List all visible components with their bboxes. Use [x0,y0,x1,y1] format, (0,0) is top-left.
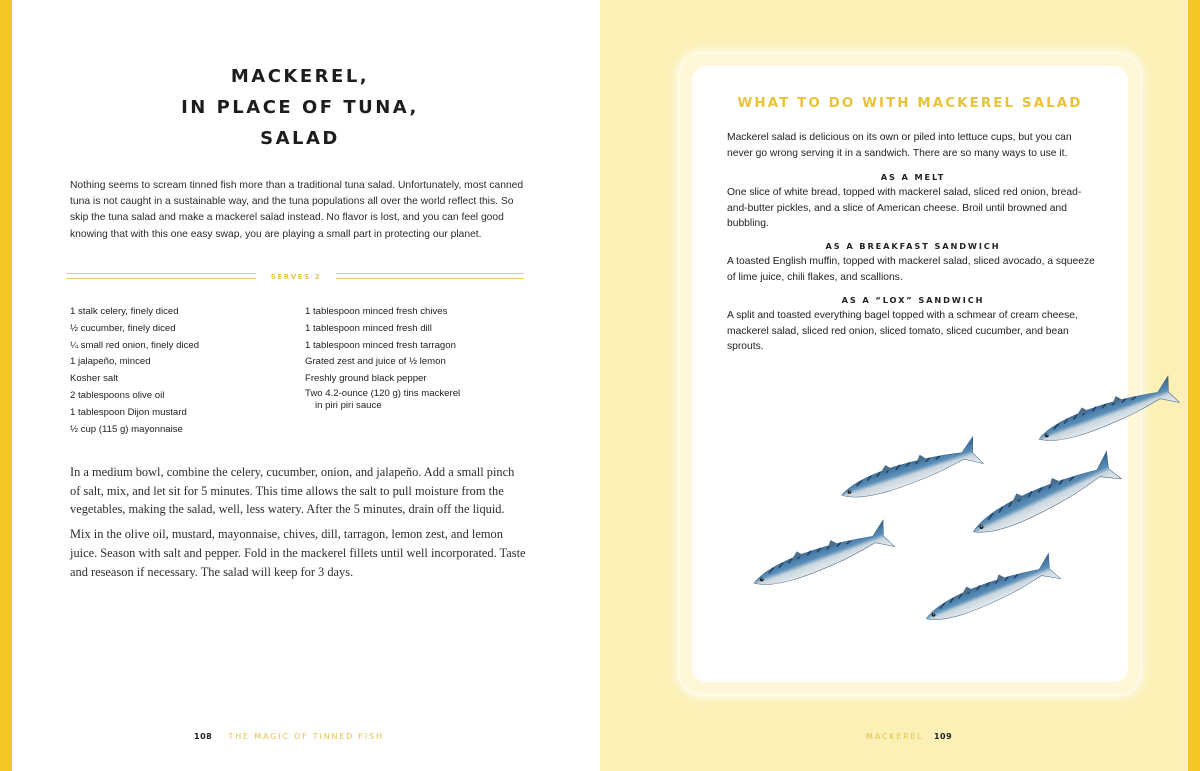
ingredient-item: ½ cup (115 g) mayonnaise [70,423,183,435]
mackerel-fish-icon [921,553,1061,631]
ingredient-item: 1 stalk celery, finely diced [70,306,179,317]
ingredient-item: 1 tablespoon minced fresh chives [305,306,448,317]
method-paragraph: Mix in the olive oil, mustard, mayonnaise, chives, dill, tarragon, lemon zest, and lemon juice. Season with salt and pepper. Fold in the mackerel fillets until well incorporated. Taste and reseason if necessary. The salad will keep for 3 days. [70,527,526,579]
recipe-title [12,61,588,154]
recipe-title-line: SALAD [260,128,340,149]
ingredient-item-line: Two 4.2-ounce (120 g) tins mackerel [305,387,461,399]
ingredient-list-left [70,304,290,438]
running-head: THE MAGIC OF TINNED FISH [228,732,384,741]
recipe-intro: Nothing seems to scream tinned fish more than a traditional tuna salad. Unfortunately, most canned tuna is not caught in a sustainable way, and the tuna populations all over the world reflect this. So skip the tuna salad and make a mackerel salad instead. No flavor is lost, and you can feel good knowing that with this one easy swap, you are playing a small part in protecting our planet. [70,180,524,240]
section-heading: AS A MELT [880,172,946,182]
mackerel-fish-icon [1034,375,1180,452]
ingredient-item [305,388,525,413]
page-number: 108 [194,732,213,741]
section-text: One slice of white bread, topped with mackerel salad, sliced red onion, bread-and-butter pickles, and a slice of American cheese. Broil until browned and bubbling. [727,187,1082,230]
ingredient-item: Kosher salt [70,373,118,385]
recipe-title-line: MACKEREL, [230,66,370,87]
right-page [600,0,1200,771]
mackerel-illustration [740,360,1180,660]
section-text: A toasted English muffin, topped with mackerel salad, sliced avocado, a squeeze of lime juice, chili flakes, and scallions. [727,256,1095,283]
section-heading: AS A BREAKFAST SANDWICH [825,241,1001,251]
ingredient-item: Grated zest and juice of ½ lemon [305,356,446,368]
ingredient-item: Freshly ground black pepper [305,373,427,385]
mackerel-fish-icon [749,519,895,596]
page-number: 109 [933,732,953,741]
serves-label: SERVES 2 [256,271,336,283]
mackerel-fish-icon [837,436,983,508]
method-paragraph: In a medium bowl, combine the celery, cucumber, onion, and jalapeño. Add a small pinch of salt, mix, and let sit for 5 minutes. This time allows the salt to pull moisture from the vegetables, making the salad, well, less watery. After the 5 minutes, drain off the liquid. [70,465,515,517]
ingredient-item: ½ cucumber, finely diced [70,322,176,334]
running-head: MACKEREL [866,732,924,741]
section-text: A split and toasted everything bagel topped with a schmear of cream cheese, mackerel salad, sliced red onion, sliced tomato, sliced cucumber, and bean sprouts. [727,310,1078,353]
left-folio [194,732,494,741]
sidebar-intro: Mackerel salad is delicious on its own or piled into lettuce cups, but you can never go wrong serving it in a sandwich. There are so many ways to use it. [727,132,1072,159]
mackerel-fish-icon [966,451,1121,545]
ingredient-item: 1 tablespoon Dijon mustard [70,406,187,418]
ingredient-item: 1 tablespoon minced fresh tarragon [305,339,456,351]
section-heading: AS A “LOX” SANDWICH [841,295,985,305]
ingredient-item: 2 tablespoons olive oil [70,389,165,401]
recipe-title-line: IN PLACE OF TUNA, [181,97,419,118]
ingredient-item: 1 jalapeño, minced [70,356,151,368]
recipe-method [70,463,526,581]
ingredient-item-continuation: in piri piri sauce [315,400,382,412]
ingredient-item: 1 tablespoon minced fresh dill [305,322,432,334]
right-folio [866,732,986,741]
ingredient-list-right [305,304,525,413]
ingredient-item: ¼ small red onion, finely diced [70,339,200,351]
sidebar-title: WHAT TO DO WITH MACKEREL SALAD [737,96,1083,111]
